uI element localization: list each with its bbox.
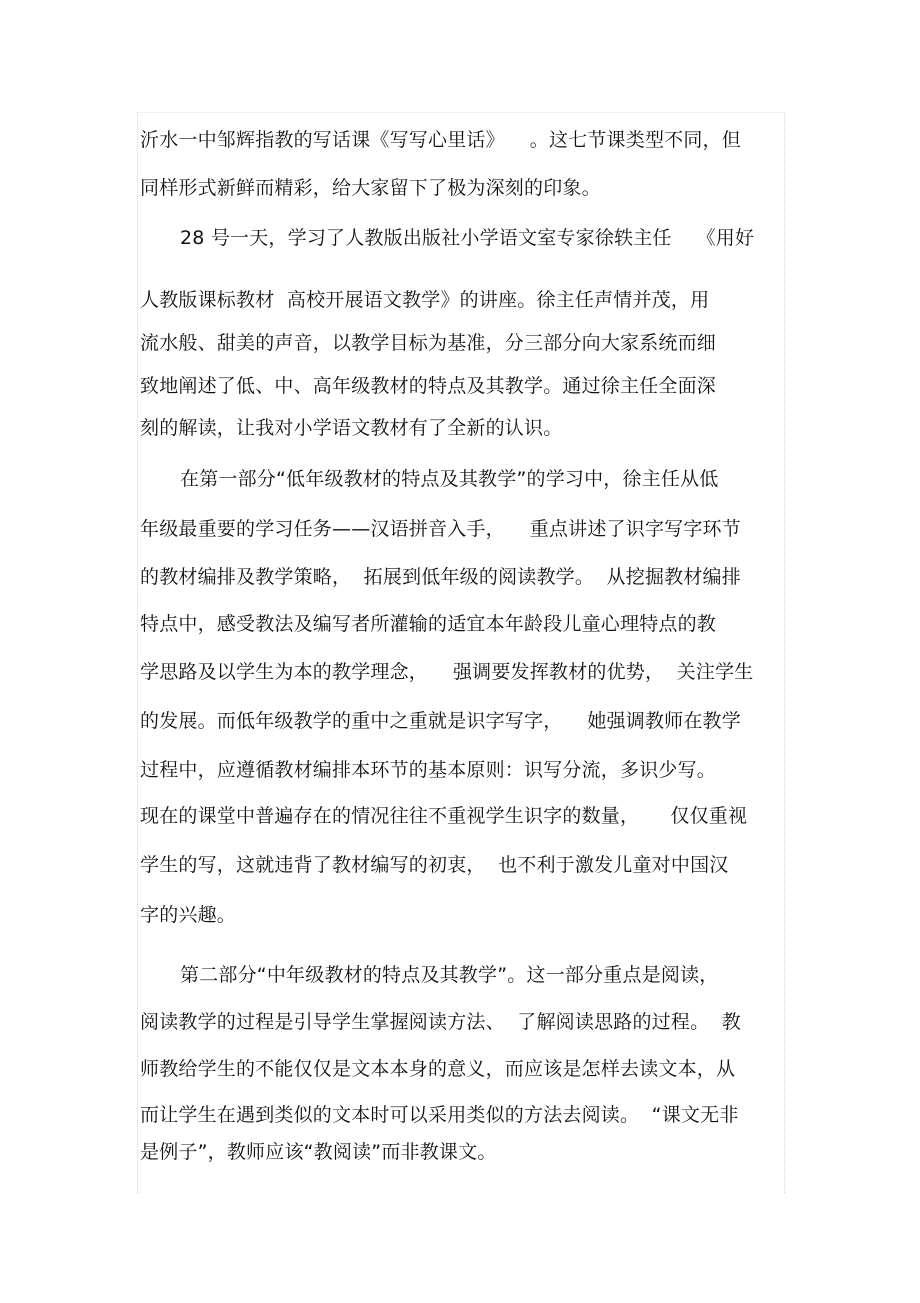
- text-line-21: 而让学生在遇到类似的文本时可以采用类似的方法去阅读。 “课文无非: [140, 1104, 739, 1126]
- text-line-5: 流水般、甜美的声音，以教学目标为基准，分三部分向大家系统而细: [140, 332, 717, 354]
- text-line-3: 28 号一天，学习了人教版出版社小学语文室专家徐轶主任 《用好: [180, 227, 755, 249]
- text-line-18: 第二部分“中年级教材的特点及其教学”。这一部分重点是阅读，: [180, 964, 719, 986]
- text-line-12: 学思路及以学生为本的教学理念， 强调要发挥教材的优势， 关注学生: [140, 661, 754, 683]
- text-line-15: 现在的课堂中普遍存在的情况往往不重视学生识字的数量， 仅仅重视: [140, 805, 748, 827]
- text-line-2: 同样形式新鲜而精彩，给大家留下了极为深刻的印象。: [140, 177, 601, 199]
- text-line-16: 学生的写，这就违背了教材编写的初衷， 也不利于激发儿童对中国汉: [140, 854, 729, 876]
- text-line-10: 的教材编排及教学策略， 拓展到低年级的阅读教学。 从挖掘教材编排: [140, 566, 741, 588]
- text-line-7: 刻的解读，让我对小学语文教材有了全新的认识。: [140, 417, 563, 439]
- text-line-22: 是例子”，教师应该“教阅读”而非教课文。: [140, 1141, 497, 1163]
- text-line-19: 阅读教学的过程是引导学生掌握阅读方法、 了解阅读思路的过程。 教: [140, 1011, 741, 1033]
- text-line-11: 特点中，感受教法及编写者所灌输的适宜本年龄段儿童心理特点的教: [140, 613, 717, 635]
- text-line-9: 年级最重要的学习任务——汉语拼音入手， 重点讲述了识字写字环节: [140, 518, 741, 540]
- text-line-1: 沂水一中邹辉指教的写话课《写写心里话》 。这七节课类型不同，但: [140, 129, 741, 151]
- text-line-4: 人教版课标教材 高校开展语文教学》的讲座。徐主任声情并茂，用: [140, 289, 710, 311]
- text-line-14: 过程中，应遵循教材编排本环节的基本原则：识写分流，多识少写。: [140, 759, 717, 781]
- text-line-17: 字的兴趣。: [140, 904, 237, 926]
- text-line-20: 师教给学生的不能仅仅是文本本身的意义，而应该是怎样去读文本，从: [140, 1058, 736, 1080]
- text-line-6: 致地阐述了低、中、高年级教材的特点及其教学。通过徐主任全面深: [140, 375, 717, 397]
- text-line-13: 的发展。而低年级教学的重中之重就是识字写字， 她强调教师在教学: [140, 710, 741, 732]
- text-line-8: 在第一部分“低年级教材的特点及其教学”的学习中，徐主任从低: [180, 468, 719, 490]
